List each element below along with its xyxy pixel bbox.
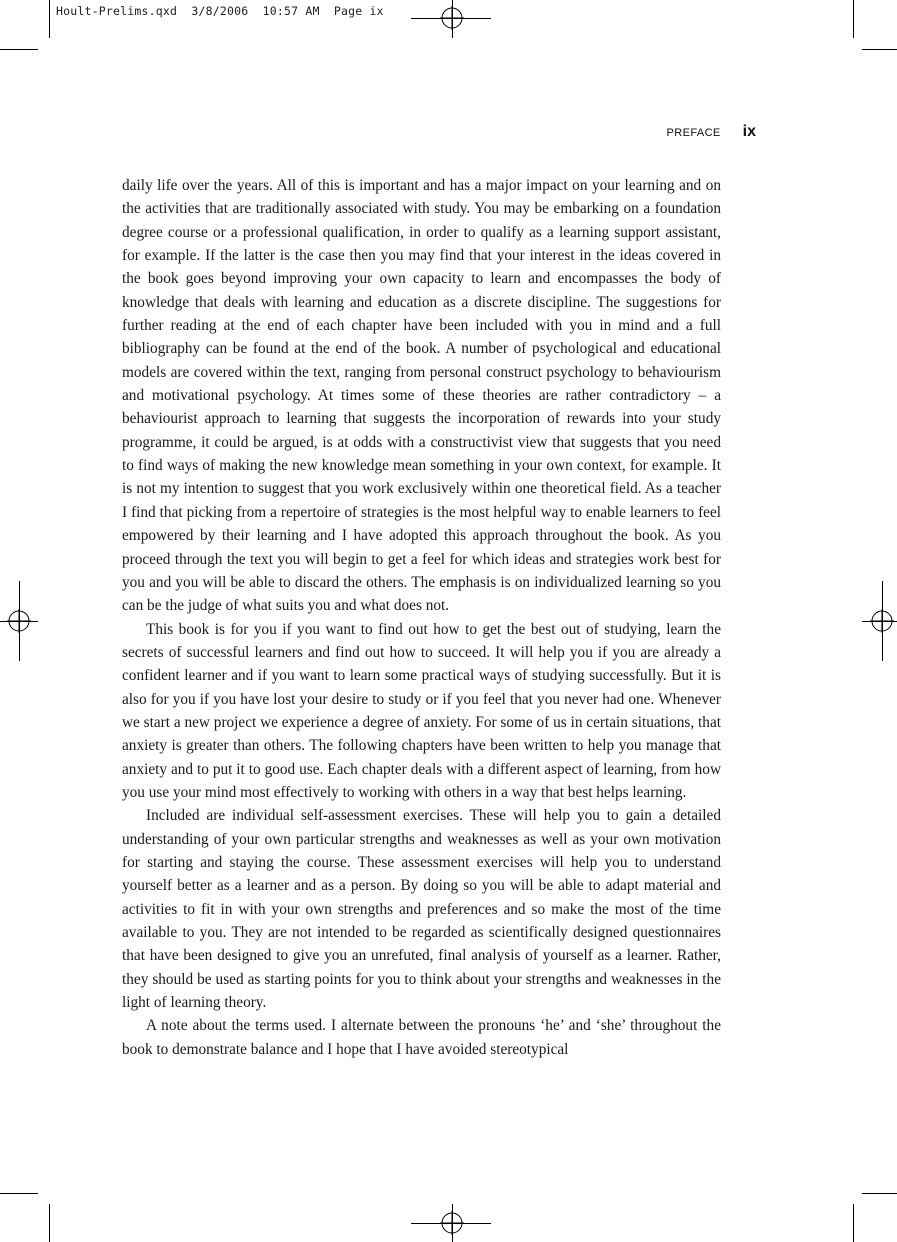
crop-mark — [452, 0, 453, 38]
running-head-label: PREFACE — [666, 127, 721, 139]
page-number: ix — [742, 123, 756, 140]
paragraph: daily life over the years. All of this is important and has a major impact on your learning and on the activities that are traditionally associated with study. You may be embarking on a foundation degree course or a professional qualification, in order to qualify as a learning support assistant, for example. If the latter is the case then you may find that your interest in the ideas covered in the book goes beyond improving your own capacity to learn and encompasses the body of knowledge that deals with learning and education as a discrete discipline. The suggestions for further reading at the end of each chapter have been included with you in mind and a full bibliography can be found at the end of the book. A number of psychological and educational models are covered within the text, ranging from personal construct psychology to behaviourism and motivational psychology. At times some of these theories are rather contradictory – a behaviourist approach to learning that suggests the incorporation of rewards into your study programme, it could be argued, is at odds with a constructivist view that suggests that you need to find ways of making the new knowledge mean something in your own context, for example. It is not my intention to suggest that you work exclusively within one theoretical field. As a teacher I find that picking from a repertoire of strategies is the most helpful way to enable learners to feel empowered by their learning and I have adopted this approach throughout the book. As you proceed through the text you will begin to get a feel for which ideas and strategies work best for you and you will be able to discard the others. The emphasis is on individualized learning so you can be the judge of what suits you and what does not. — [122, 177, 721, 615]
crop-mark — [0, 1193, 38, 1194]
crop-mark — [0, 49, 38, 50]
crop-mark — [862, 49, 897, 50]
crop-mark — [853, 0, 854, 38]
paragraph: Included are individual self-assessment exercises. These will help you to gain a detailed understanding of your own particular strengths and weaknesses as well as your own motivation for starting and staying the course. These assessment exercises will help you to understand yourself better as a learner and as a person. By doing so you will be able to adapt material and activities to fit in with your own strengths and preferences and so make the most of the time available to you. They are not intended to be regarded as scientifically designed questionnaires that have been designed to give you an unrefuted, final analysis of yourself as a learner. Rather, they should be used as starting points for you to think about your strengths and weaknesses in the light of learning theory. — [122, 807, 721, 1012]
running-head — [667, 123, 757, 141]
crop-mark — [411, 1223, 491, 1224]
crop-mark — [49, 0, 50, 38]
crop-mark — [411, 18, 491, 19]
body-text — [122, 174, 721, 1061]
paragraph: This book is for you if you want to find out how to get the best out of studying, learn the secrets of successful learners and find out how to succeed. It will help you if you are already a confident learner and if you want to learn some practical ways of studying successfully. But it is also for you if you have lost your desire to study or if you feel that you never had one. Whenever we start a new project we experience a degree of anxiety. For some of us in certain situations, that anxiety is greater than others. The following chapters have been written to help you manage that anxiety and to put it to good use. Each chapter deals with a different aspect of learning, from how you use your mind most effectively to working with others in a way that best helps learning. — [122, 620, 721, 801]
paragraph: A note about the terms used. I alternate between the pronouns ‘he’ and ‘she’ throughout the book to demonstrate balance and I hope that I have avoided stereotypical — [122, 1017, 721, 1058]
crop-mark — [49, 1204, 50, 1242]
crop-mark — [862, 1193, 897, 1194]
print-slug: Hoult-Prelims.qxd 3/8/2006 10:57 AM Page ix — [56, 4, 384, 18]
crop-mark — [0, 621, 38, 622]
crop-mark — [452, 1204, 453, 1242]
crop-mark — [862, 621, 897, 622]
crop-mark — [853, 1204, 854, 1242]
